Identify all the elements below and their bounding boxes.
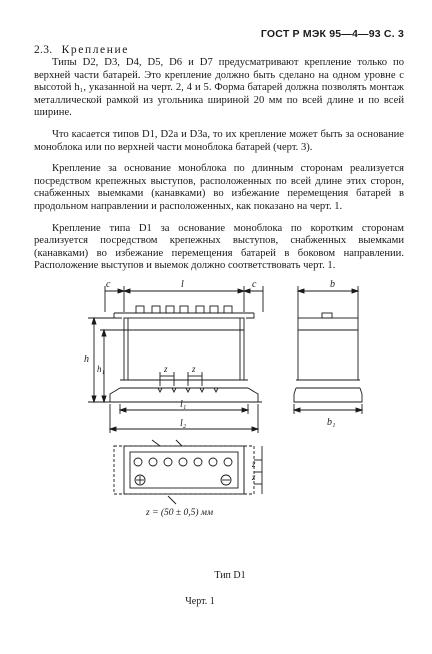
- figure-caption: Черт. 1: [185, 596, 215, 607]
- side-view: [294, 286, 362, 414]
- paragraph-1: Типы D2, D3, D4, D5, D6 и D7 предусматривают крепление только по верхней части батарей. Это крепление должно быть сделано на одном уровне с высотой h₁, указанной на черт. 2, 4 и 5. Форма батарей должна позволять монтаж металлической рамкой из угольника шириной 20 мм по всей длине и по всей ширине.: [34, 57, 404, 119]
- page-header: ГОСТ Р МЭК 95—4—93 С. 3: [260, 28, 404, 40]
- type-label: Тип D1: [214, 570, 246, 581]
- section-title: Крепление: [61, 44, 129, 56]
- paragraph-2: Что касается типов D1, D2a и D3a, то их крепление может быть за основание моноблока или по верхней части моноблока батарей (черт. 3).: [34, 128, 404, 153]
- formula: z = (50 ± 0,5) мм: [146, 508, 214, 518]
- label-h: h: [84, 354, 89, 365]
- label-z4: z: [252, 472, 256, 482]
- label-b1: b₁: [327, 417, 336, 428]
- label-l1: l₁: [180, 399, 187, 410]
- label-b: b: [330, 279, 335, 290]
- label-c-left: c: [106, 279, 111, 290]
- label-h1: h₁: [97, 364, 105, 374]
- label-z3: z: [252, 459, 256, 469]
- label-l2: l₂: [180, 418, 187, 429]
- label-z1: z: [164, 364, 168, 374]
- paragraph-3: Крепление за основание моноблока по длинным сторонам реализуется посредством крепежных выступов, расположенных по всей длине этих сторон, снабженных выемками (канавками) во избежание перемещения батарей в продольном направлении и расположенных, как показано на черт. 1.: [34, 163, 404, 212]
- label-z2: z: [192, 364, 196, 374]
- paragraph-4: Крепление типа D1 за основание моноблока по коротким сторонам реализуется посредством крепежных выступов, снабженных выемками (канавками) во избежание перемещения батарей в боковом направлении. Расположение выступов и выемок должно соответствовать черт. 1.: [34, 222, 404, 272]
- label-c-right: c: [252, 279, 257, 290]
- section-number: 2.3.: [34, 44, 53, 56]
- plan-view: [114, 440, 262, 504]
- front-view: [88, 286, 263, 433]
- label-l: l: [181, 279, 184, 290]
